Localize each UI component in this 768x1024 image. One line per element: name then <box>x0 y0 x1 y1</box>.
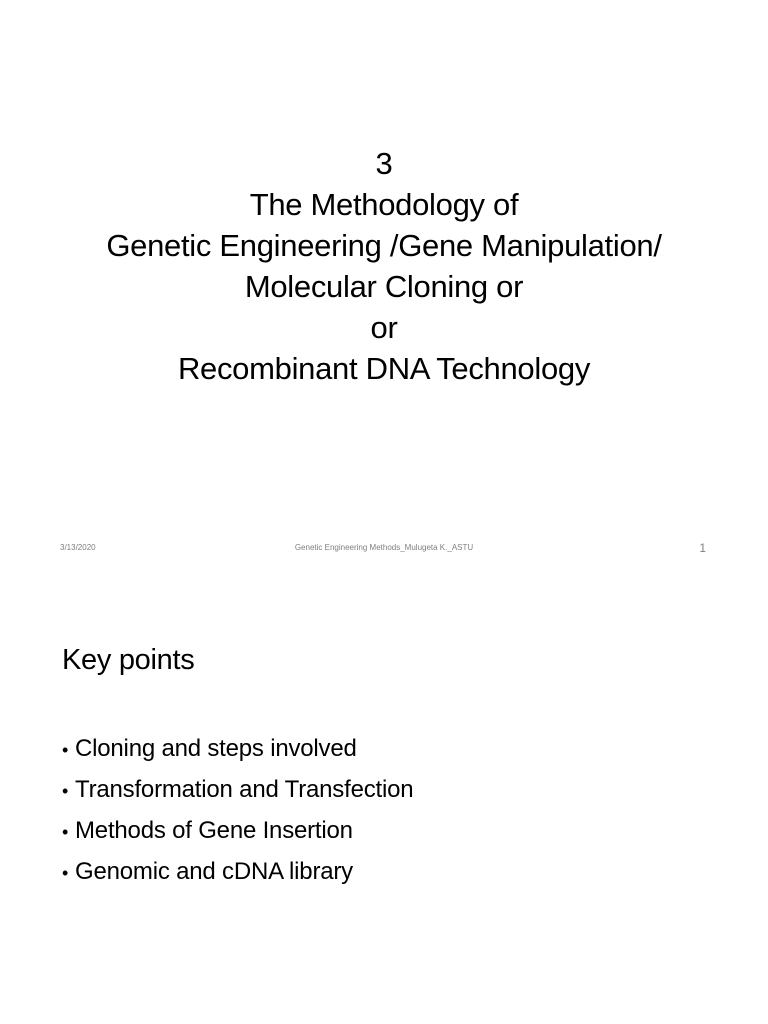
title-line: Recombinant DNA Technology <box>177 351 591 386</box>
footer-text: Genetic Engineering Methods_Mulugeta K._ASTU <box>294 543 474 552</box>
bullet-text: Cloning and steps involved <box>75 735 357 762</box>
title-line: Genetic Engineering /Gene Manipulation/ <box>106 228 662 263</box>
bullet-list <box>62 728 413 892</box>
title-line: or <box>370 310 398 345</box>
title-line: Molecular Cloning or <box>244 269 524 304</box>
page-number: 1 <box>699 541 706 555</box>
bullet-text: Genomic and cDNA library <box>75 858 353 885</box>
bullet-icon: • <box>62 822 69 842</box>
title-line: The Methodology of <box>249 187 519 222</box>
slide-heading: Key points <box>62 644 195 676</box>
slide-title <box>0 143 768 389</box>
list-item <box>62 810 413 851</box>
list-item <box>62 769 413 810</box>
bullet-icon: • <box>62 740 69 760</box>
bullet-icon: • <box>62 863 69 883</box>
bullet-text: Methods of Gene Insertion <box>75 817 353 844</box>
list-item <box>62 728 413 769</box>
list-item <box>62 851 413 892</box>
footer-date: 3/13/2020 <box>60 543 96 552</box>
bullet-text: Transformation and Transfection <box>75 776 414 803</box>
bullet-icon: • <box>62 781 69 801</box>
title-line-number: 3 <box>375 146 393 181</box>
